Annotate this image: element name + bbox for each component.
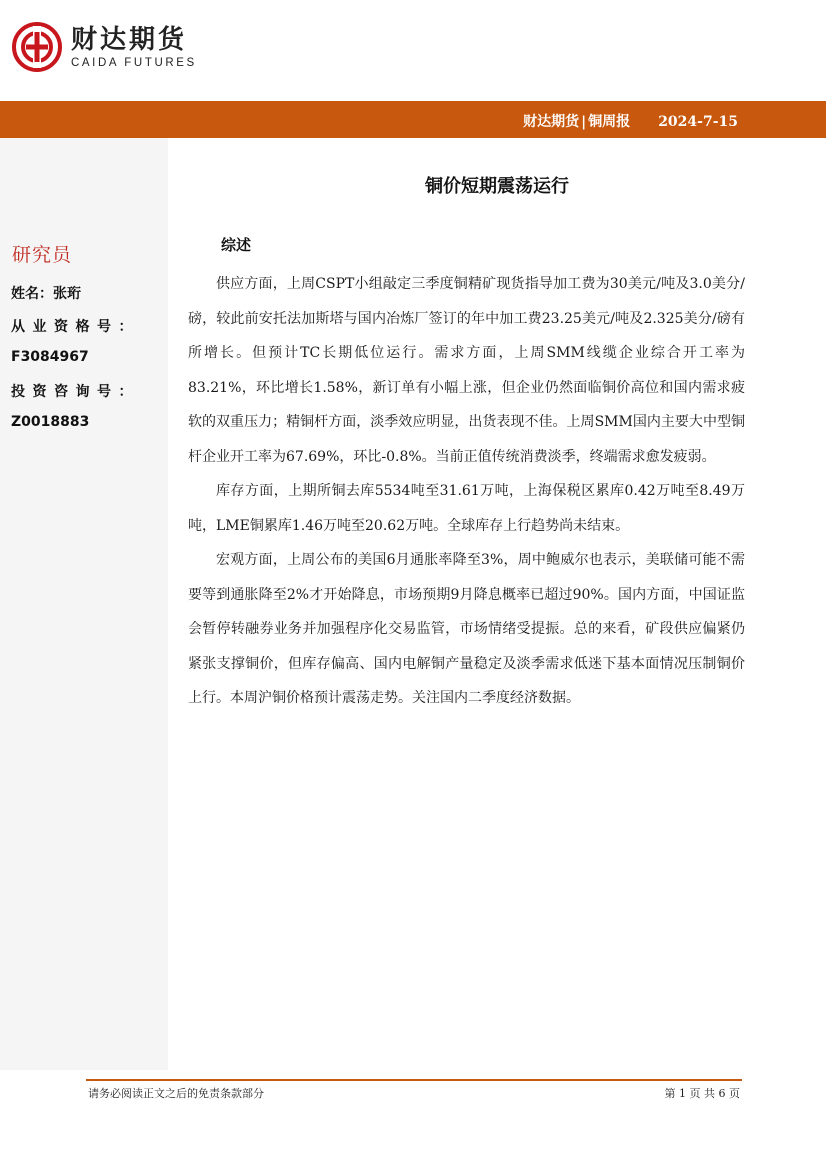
banner-separator: | xyxy=(581,114,587,130)
researcher-name: 姓名：张珩 xyxy=(11,286,81,302)
banner-text xyxy=(523,111,738,131)
brand-name-cn: 财达期货 xyxy=(71,25,188,55)
report-title: 铜价短期震荡运行 xyxy=(425,176,569,197)
license-label: 从业资格号： xyxy=(11,319,140,335)
paragraph-supply-demand: 供应方面，上周CSPT小组敲定三季度铜精矿现货指导加工费为30美元/吨及3.0美分/磅，较此前安托法加斯塔与国内冶炼厂签订的年中加工费23.25美元/吨及2.325美分/磅有所增长。但预计TC长期低位运行。需求方面，上周SMM线缆企业综合开工率为83.21%，环比增长1.58%，新订单有小幅上涨，但企业仍然面临铜价高位和国内需求疲软的双重压力；精铜杆方面，淡季效应明显，出货表现不佳。上周SMM国内主要大中型铜杆企业开工率为67.69%，环比-0.8%。当前正值传统消费淡季，终端需求愈发疲弱。 xyxy=(188,276,745,465)
advisor-label: 投资咨询号： xyxy=(11,384,140,400)
page-number: 第 1 页 共 6 页 xyxy=(664,1087,740,1100)
paragraph-macro: 宏观方面，上周公布的美国6月通胀率降至3%，周中鲍威尔也表示，美联储可能不需要等到通胀降至2%才开始降息，市场预期9月降息概率已超过90%。国内方面，中国证监会暂停转融券业务并加强程序化交易监管，市场情绪受提振。总的来看，矿段供应偏紧仍紧张支撑铜价，但库存偏高、国内电解铜产量稳定及淡季需求低迷下基本面情况压制铜价上行。本周沪铜价格预计震荡走势。关注国内二季度经济数据。 xyxy=(188,552,745,706)
footer-divider xyxy=(86,1079,742,1081)
license-number: F3084967 xyxy=(11,349,89,365)
section-heading: 综述 xyxy=(221,236,252,254)
report-body xyxy=(188,267,745,716)
paragraph-inventory: 库存方面，上期所铜去库5534吨至31.61万吨，上海保税区累库0.42万吨至8.49万吨，LME铜累库1.46万吨至20.62万吨。全球库存上行趋势尚未结束。 xyxy=(188,483,745,534)
advisor-number: Z0018883 xyxy=(11,414,90,430)
banner-company: 财达期货 xyxy=(523,114,580,130)
researcher-heading: 研究员 xyxy=(12,244,73,266)
banner-report-type: 铜周报 xyxy=(588,114,631,130)
brand-name-en: CAIDA FUTURES xyxy=(71,57,197,69)
company-logo xyxy=(12,22,197,72)
header-banner xyxy=(0,101,826,138)
banner-date: 2024-7-15 xyxy=(658,114,738,130)
footer-disclaimer: 请务必阅读正文之后的免责条款部分 xyxy=(88,1087,264,1100)
caida-logo-icon xyxy=(12,22,62,72)
sidebar xyxy=(0,138,168,1070)
